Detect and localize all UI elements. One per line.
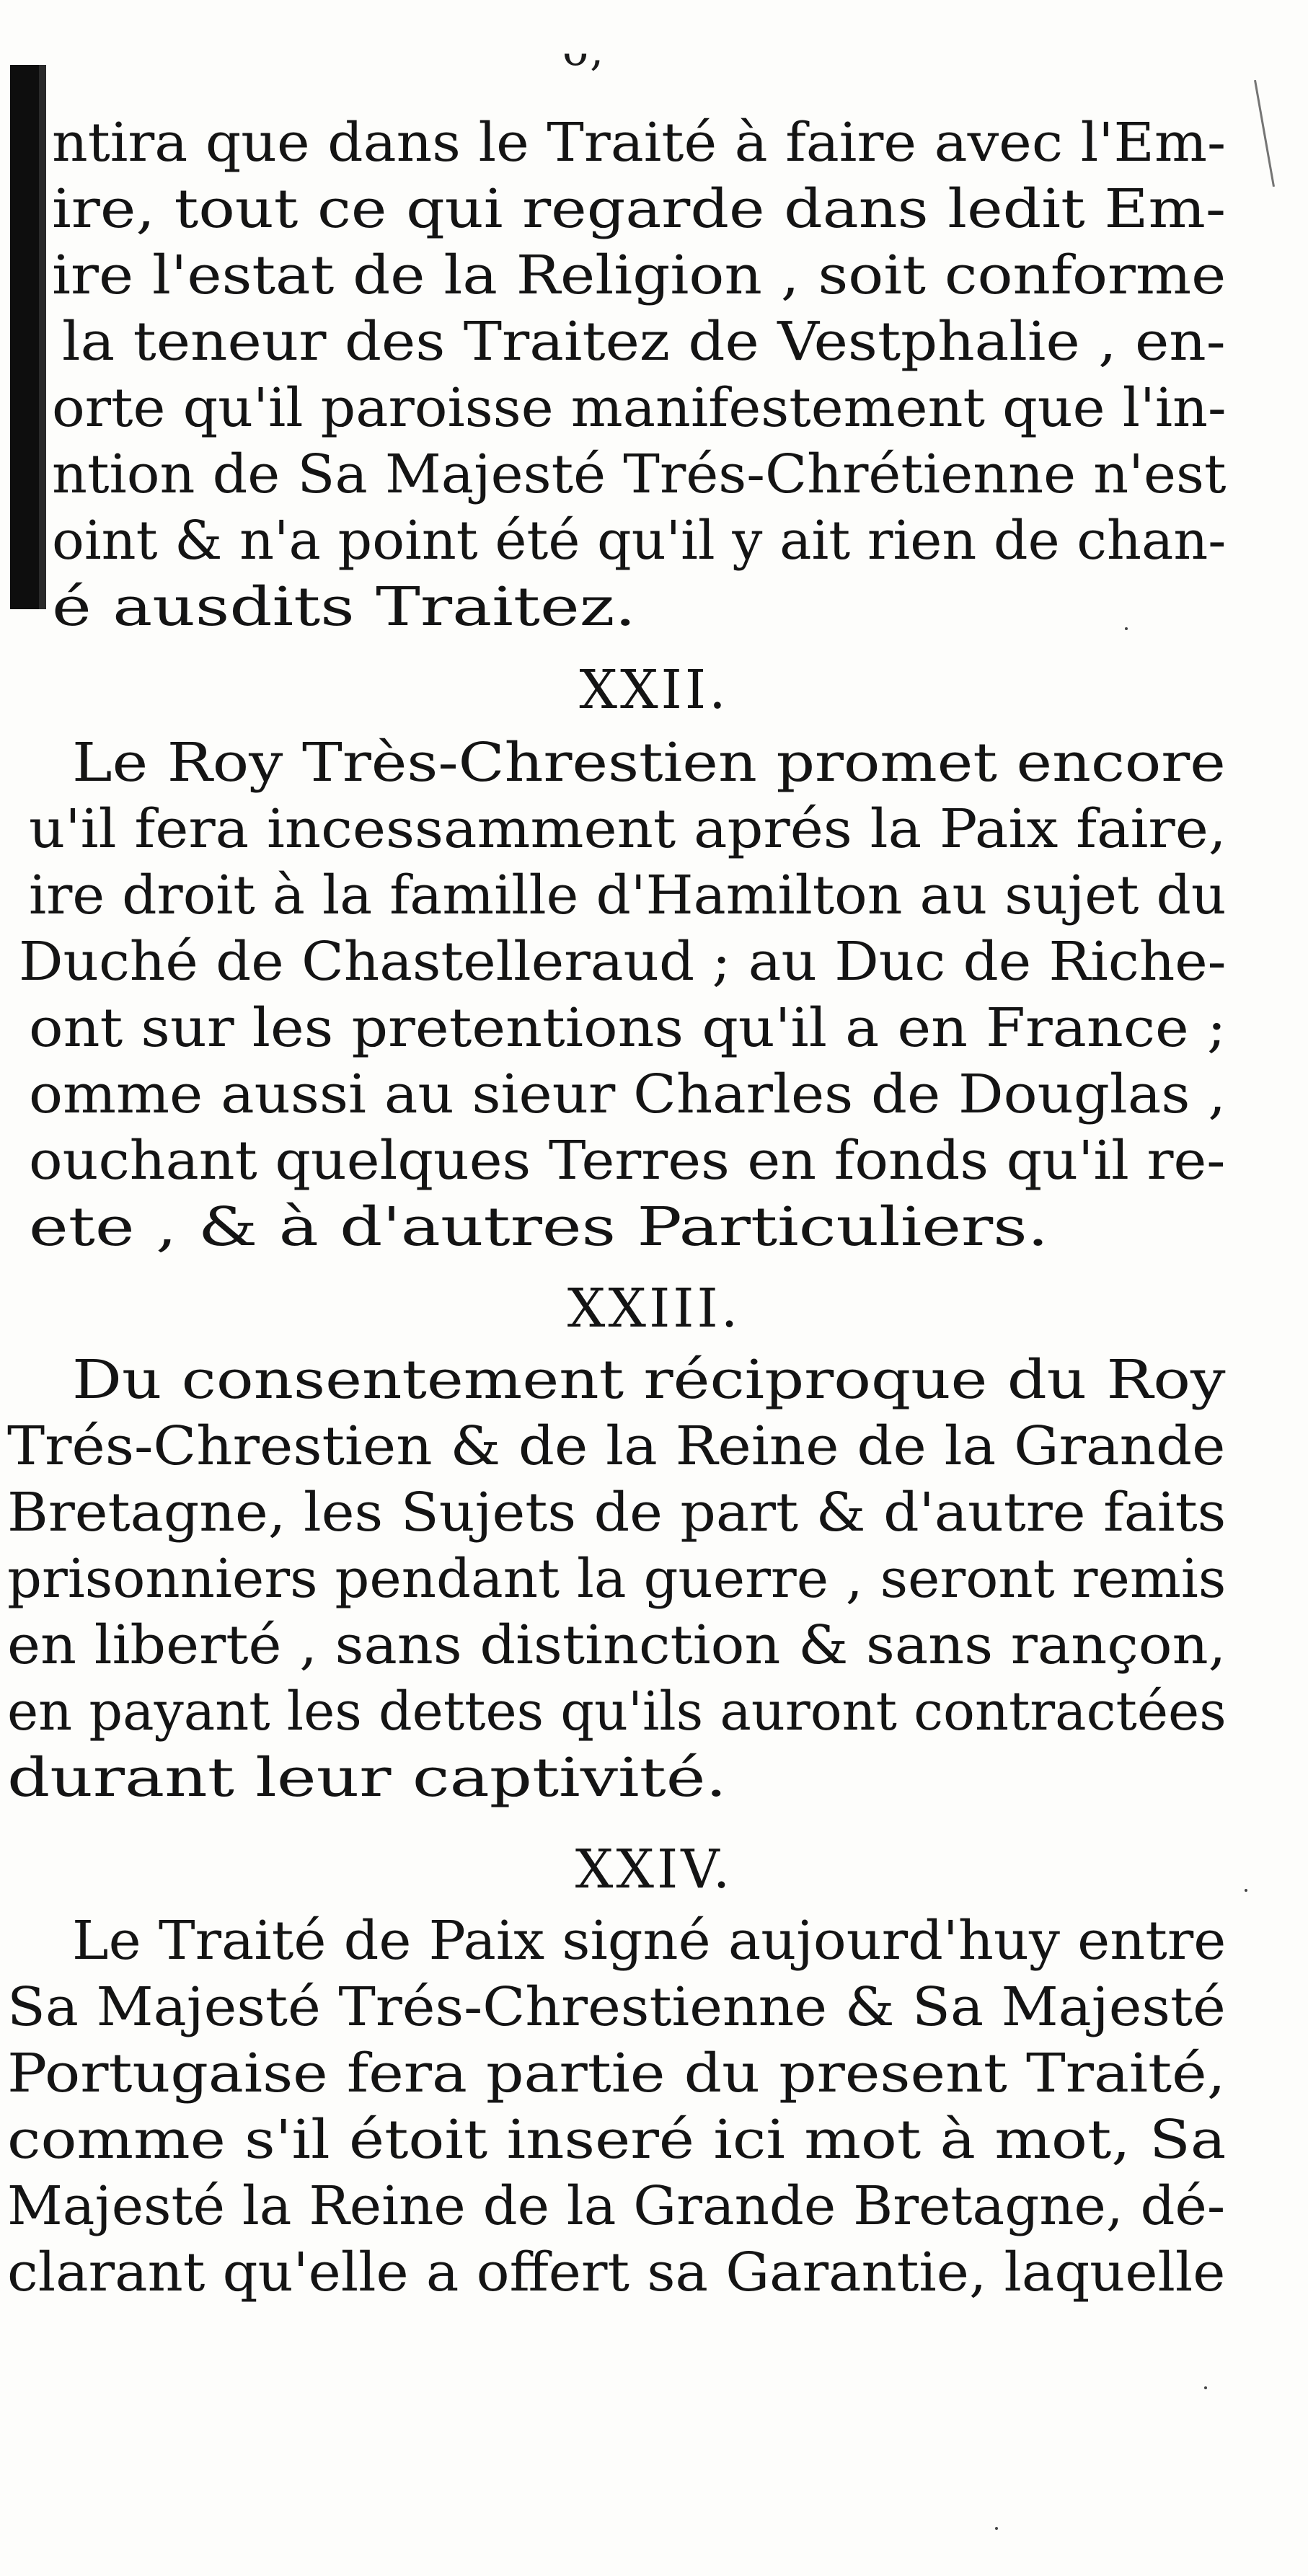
text-line: prisonniers pendant la guerre , seront remis	[7, 1548, 1227, 1610]
article-heading: XXIV.	[575, 1838, 733, 1900]
text-line: Trés-Chrestien & de la Reine de la Grande	[7, 1415, 1226, 1477]
text-line: ire l'estat de la Religion , soit conforme	[52, 244, 1227, 306]
text-line: Le Traité de Paix signé aujourd'huy entre	[72, 1910, 1227, 1972]
text-line: u'il fera incessamment aprés la Paix faire,	[29, 798, 1227, 860]
text-line: Sa Majesté Trés-Chrestienne & Sa Majesté	[7, 1976, 1226, 2038]
article-heading: XXII.	[579, 659, 729, 721]
text-line: durant leur captivité.	[7, 1747, 727, 1809]
text-line: Le Roy Très-Chrestien promet encore	[72, 732, 1226, 794]
text-line: ouchant quelques Terres en fonds qu'il re-	[29, 1130, 1226, 1192]
text-line: la teneur des Traitez de Vestphalie , en-	[62, 311, 1226, 373]
text-line: en liberté , sans distinction & sans rançon,	[7, 1614, 1227, 1676]
text-line: Duché de Chastelleraud ; au Duc de Riche-	[19, 931, 1227, 993]
text-line: ntion de Sa Majesté Trés-Chrétienne n'est	[52, 443, 1227, 505]
text-line: ire droit à la famille d'Hamilton au sujet du	[29, 864, 1227, 926]
text-line: ont sur les pretentions qu'il a en France ;	[29, 997, 1227, 1059]
text-line: oint & n'a point été qu'il y ait rien de chan-	[52, 510, 1227, 572]
text-line: ntira que dans le Traité à faire avec l'Em-	[52, 112, 1227, 174]
text-line: Du consentement réciproque du Roy	[72, 1349, 1226, 1411]
article-heading: XXIII.	[567, 1278, 741, 1340]
text-line: ete , & à d'autres Particuliers.	[29, 1196, 1049, 1258]
text-line: comme s'il étoit inseré ici mot à mot, Sa	[7, 2109, 1227, 2171]
page-top-mark: ᴗ,	[562, 25, 606, 76]
text-line: clarant qu'elle a offert sa Garantie, laquelle	[7, 2241, 1226, 2303]
text-line: é ausdits Traitez.	[52, 576, 636, 638]
text-line: ire, tout ce qui regarde dans ledit Em-	[52, 178, 1227, 240]
text-line: orte qu'il paroisse manifestement que l'in-	[52, 377, 1227, 439]
text-line: Bretagne, les Sujets de part & d'autre faits	[7, 1482, 1227, 1544]
text-line: en payant les dettes qu'ils auront contractées	[7, 1681, 1227, 1743]
text-line: Majesté la Reine de la Grande Bretagne, dé-	[7, 2175, 1226, 2237]
ink-speck	[1204, 2386, 1207, 2389]
text-line: Portugaise fera partie du present Traité,	[7, 2042, 1226, 2104]
ink-speck	[995, 2527, 998, 2530]
text-line: omme aussi au sieur Charles de Douglas ,	[29, 1063, 1227, 1125]
